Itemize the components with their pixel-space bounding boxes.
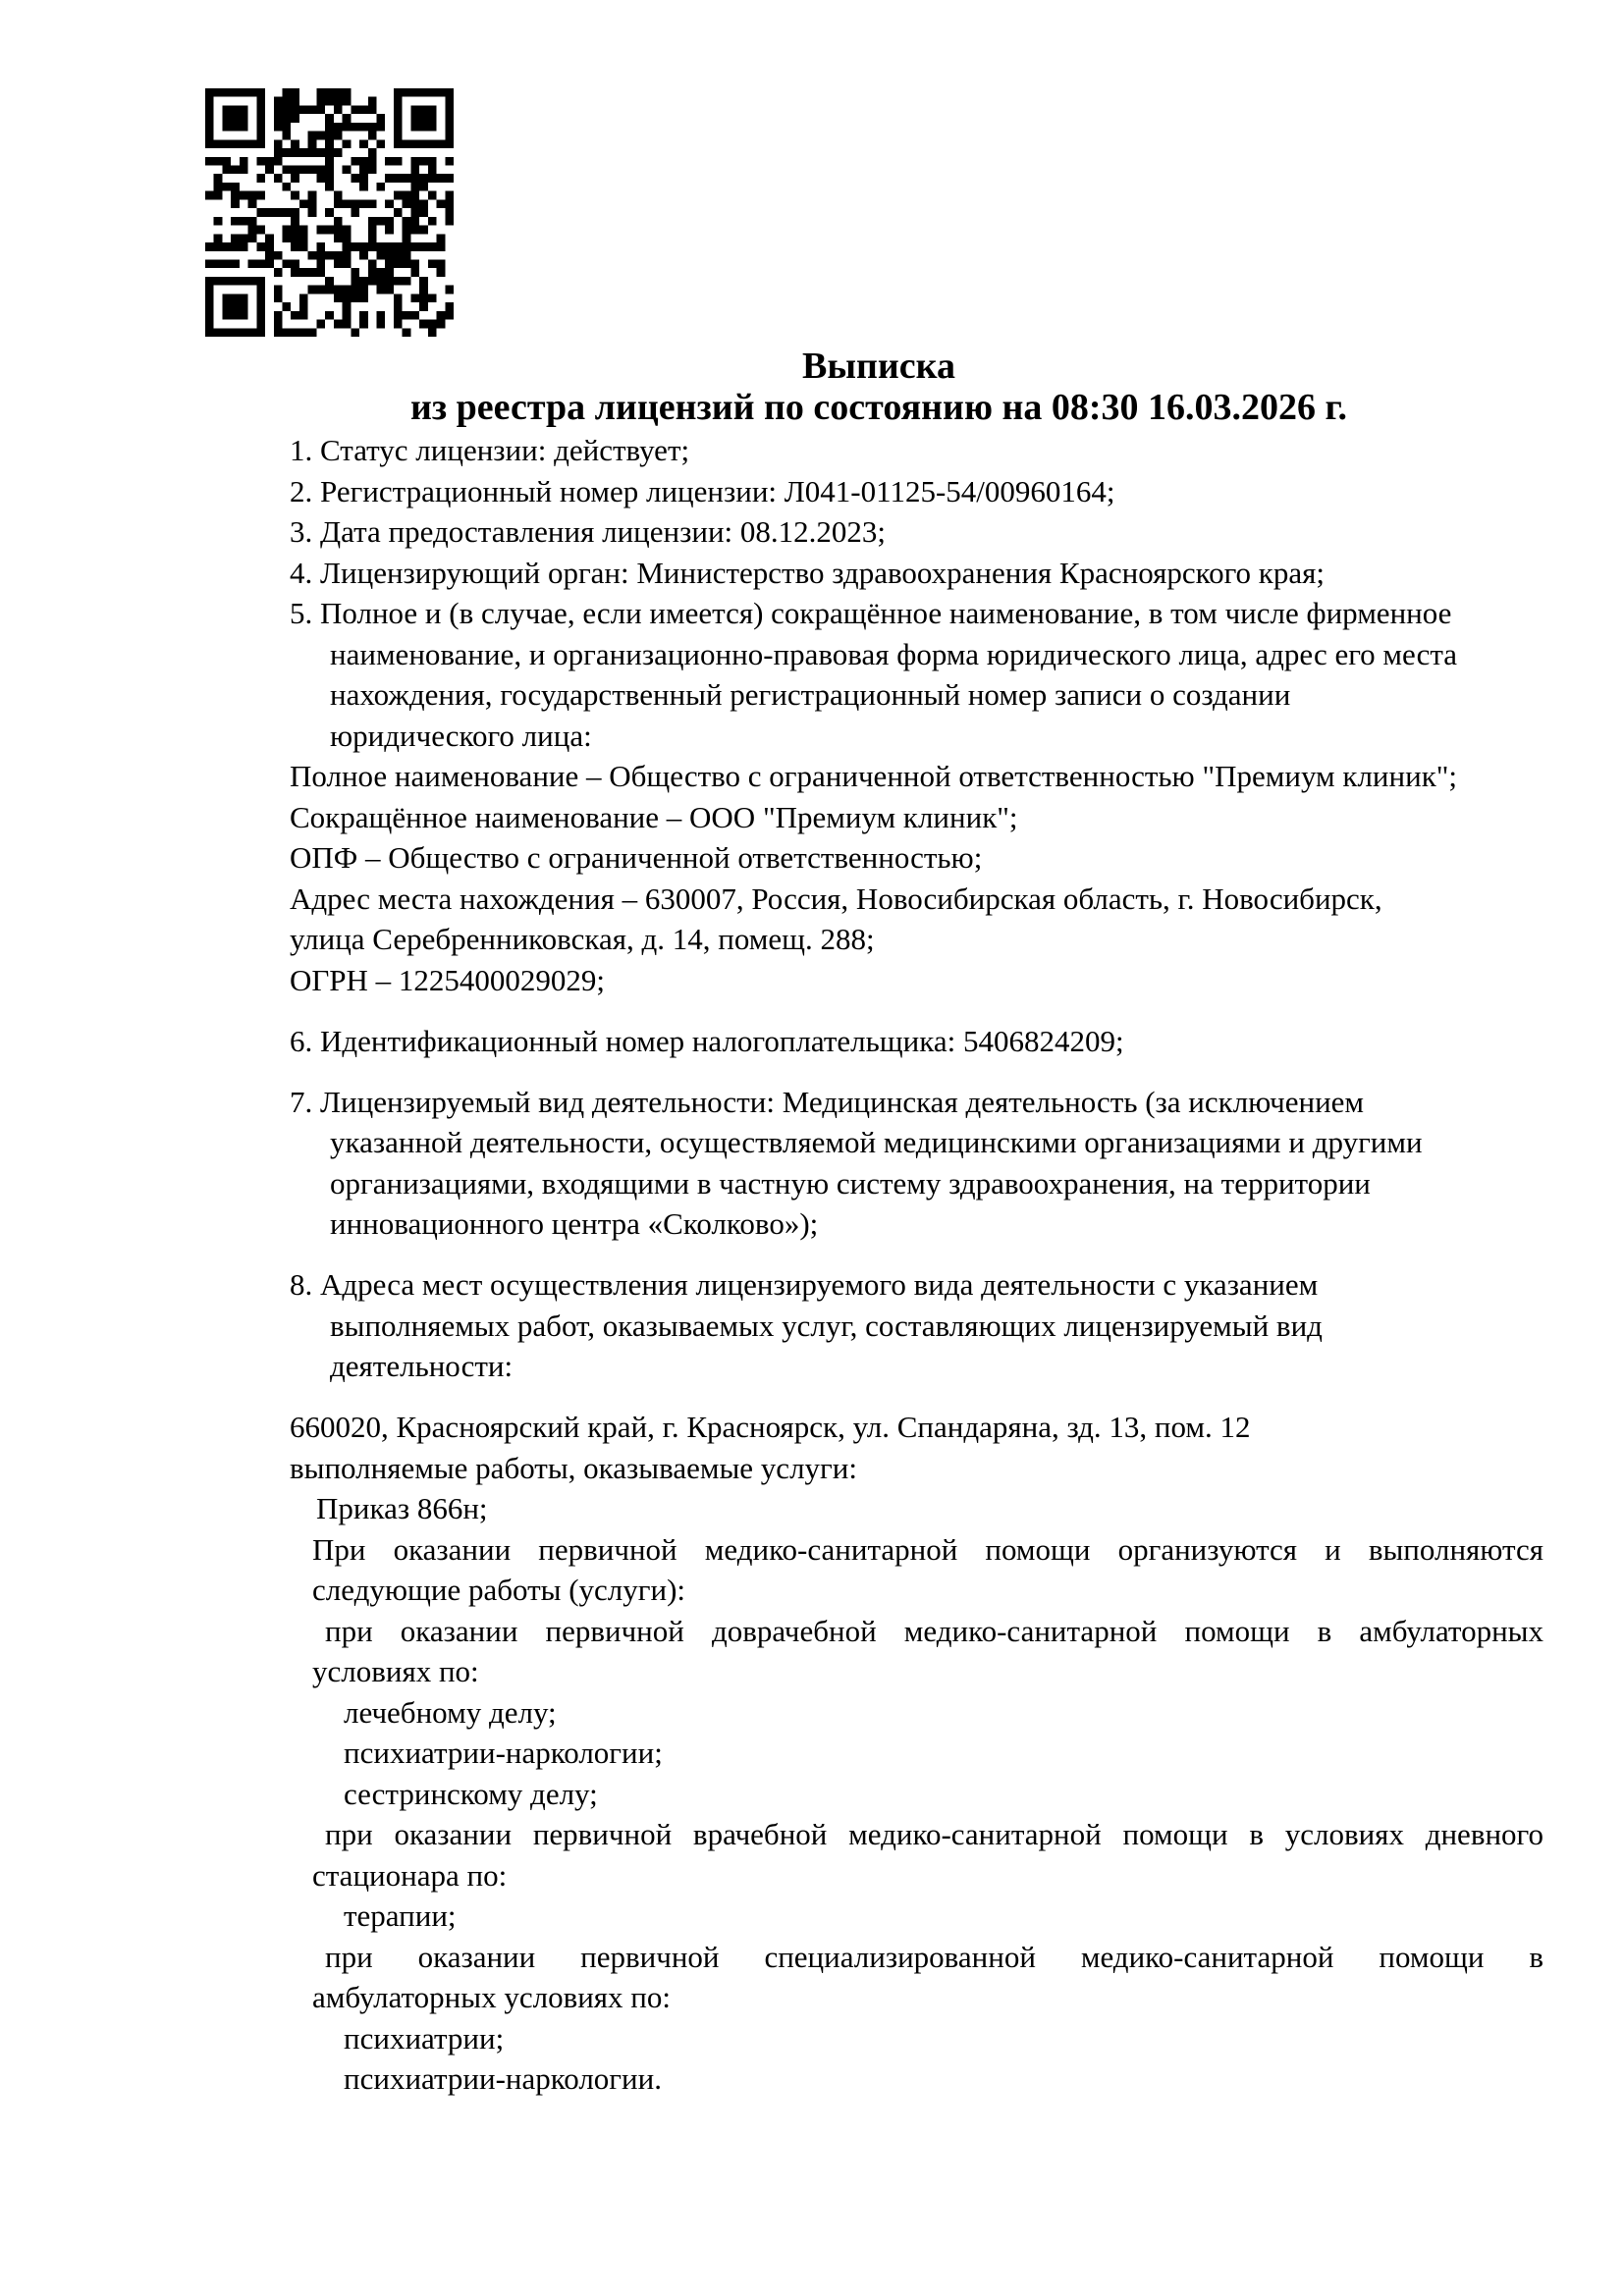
text-line: При оказании первичной медико-санитарной помощи организуются и выполняются	[312, 1531, 1543, 1567]
text-line: Сокращённое наименование – ООО "Премиум клиник";	[290, 799, 1018, 834]
text-line: выполняемые работы, оказываемые услуги:	[290, 1450, 857, 1485]
text-line: выполняемых работ, оказываемых услуг, составляющих лицензируемый вид	[330, 1308, 1323, 1343]
page-subtitle: из реестра лицензий по состоянию на 08:30 16.03.2026 г.	[409, 387, 1348, 428]
text-line: психиатрии-наркологии.	[344, 2061, 662, 2096]
text-line: улица Серебренниковская, д. 14, помещ. 288;	[290, 922, 875, 956]
document-heading	[290, 346, 1468, 428]
text-line: деятельности:	[330, 1349, 514, 1383]
text-line: указанной деятельности, осуществляемой медицинскими организациями и другими	[330, 1125, 1423, 1159]
text-line: стационара по:	[312, 1857, 508, 1893]
text-line: терапии;	[344, 1898, 457, 1933]
text-line: при оказании первичной доврачебной медико-санитарной помощи в амбулаторных	[325, 1613, 1543, 1648]
qr-code-icon	[205, 88, 454, 337]
text-line: следующие работы (услуги):	[312, 1573, 686, 1607]
text-line: 2. Регистрационный номер лицензии: Л041-01125-54/00960164;	[290, 473, 1115, 508]
text-line: Приказ 866н;	[316, 1491, 488, 1525]
text-line: наименование, и организационно-правовая форма юридического лица, адрес его места	[330, 636, 1458, 671]
text-line: Полное наименование – Общество с ограниченной ответственностью "Премиум клиник";	[290, 759, 1458, 793]
text-line: 7. Лицензируемый вид деятельности: Медицинская деятельность (за исключением	[290, 1084, 1365, 1119]
text-line: амбулаторных условиях по:	[312, 1980, 672, 2014]
text-line: 5. Полное и (в случае, если имеется) сокращённое наименование, в том числе фирменное	[290, 596, 1452, 630]
text-line: при оказании первичной врачебной медико-санитарной помощи в условиях дневного	[325, 1817, 1543, 1851]
text-line: Адрес места нахождения – 630007, Россия, Новосибирская область, г. Новосибирск,	[290, 881, 1382, 916]
text-line: сестринскому делу;	[344, 1776, 598, 1811]
text-line: юридического лица:	[330, 718, 592, 753]
text-line: 6. Идентификационный номер налогоплательщика: 5406824209;	[290, 1023, 1124, 1058]
text-line: 660020, Красноярский край, г. Красноярск, ул. Спандаряна, зд. 13, пом. 12	[290, 1410, 1251, 1444]
text-line: условиях по:	[312, 1654, 479, 1688]
text-line: лечебному делу;	[344, 1694, 557, 1730]
text-line: психиатрии;	[344, 2020, 505, 2056]
document-body	[290, 430, 1543, 2100]
text-line: организациями, входящими в частную систему здравоохранения, на территории	[330, 1165, 1371, 1201]
text-line: 1. Статус лицензии: действует;	[290, 433, 690, 467]
text-line: инновационного центра «Сколково»);	[330, 1206, 819, 1241]
text-line: ОГРН – 1225400029029;	[290, 962, 606, 997]
text-line: при оказании первичной специализированной медико-санитарной помощи в	[325, 1939, 1543, 1974]
text-line: 8. Адреса мест осуществления лицензируемого вида деятельности с указанием	[290, 1267, 1319, 1302]
text-line: нахождения, государственный регистрационный номер записи о создании	[330, 677, 1291, 712]
text-line: 4. Лицензирующий орган: Министерство здравоохранения Красноярского края;	[290, 555, 1325, 590]
text-line: ОПФ – Общество с ограниченной ответственностью;	[290, 840, 983, 875]
text-line: психиатрии-наркологии;	[344, 1735, 663, 1770]
page-title: Выписка	[802, 346, 955, 387]
text-line: 3. Дата предоставления лицензии: 08.12.2023;	[290, 514, 887, 549]
